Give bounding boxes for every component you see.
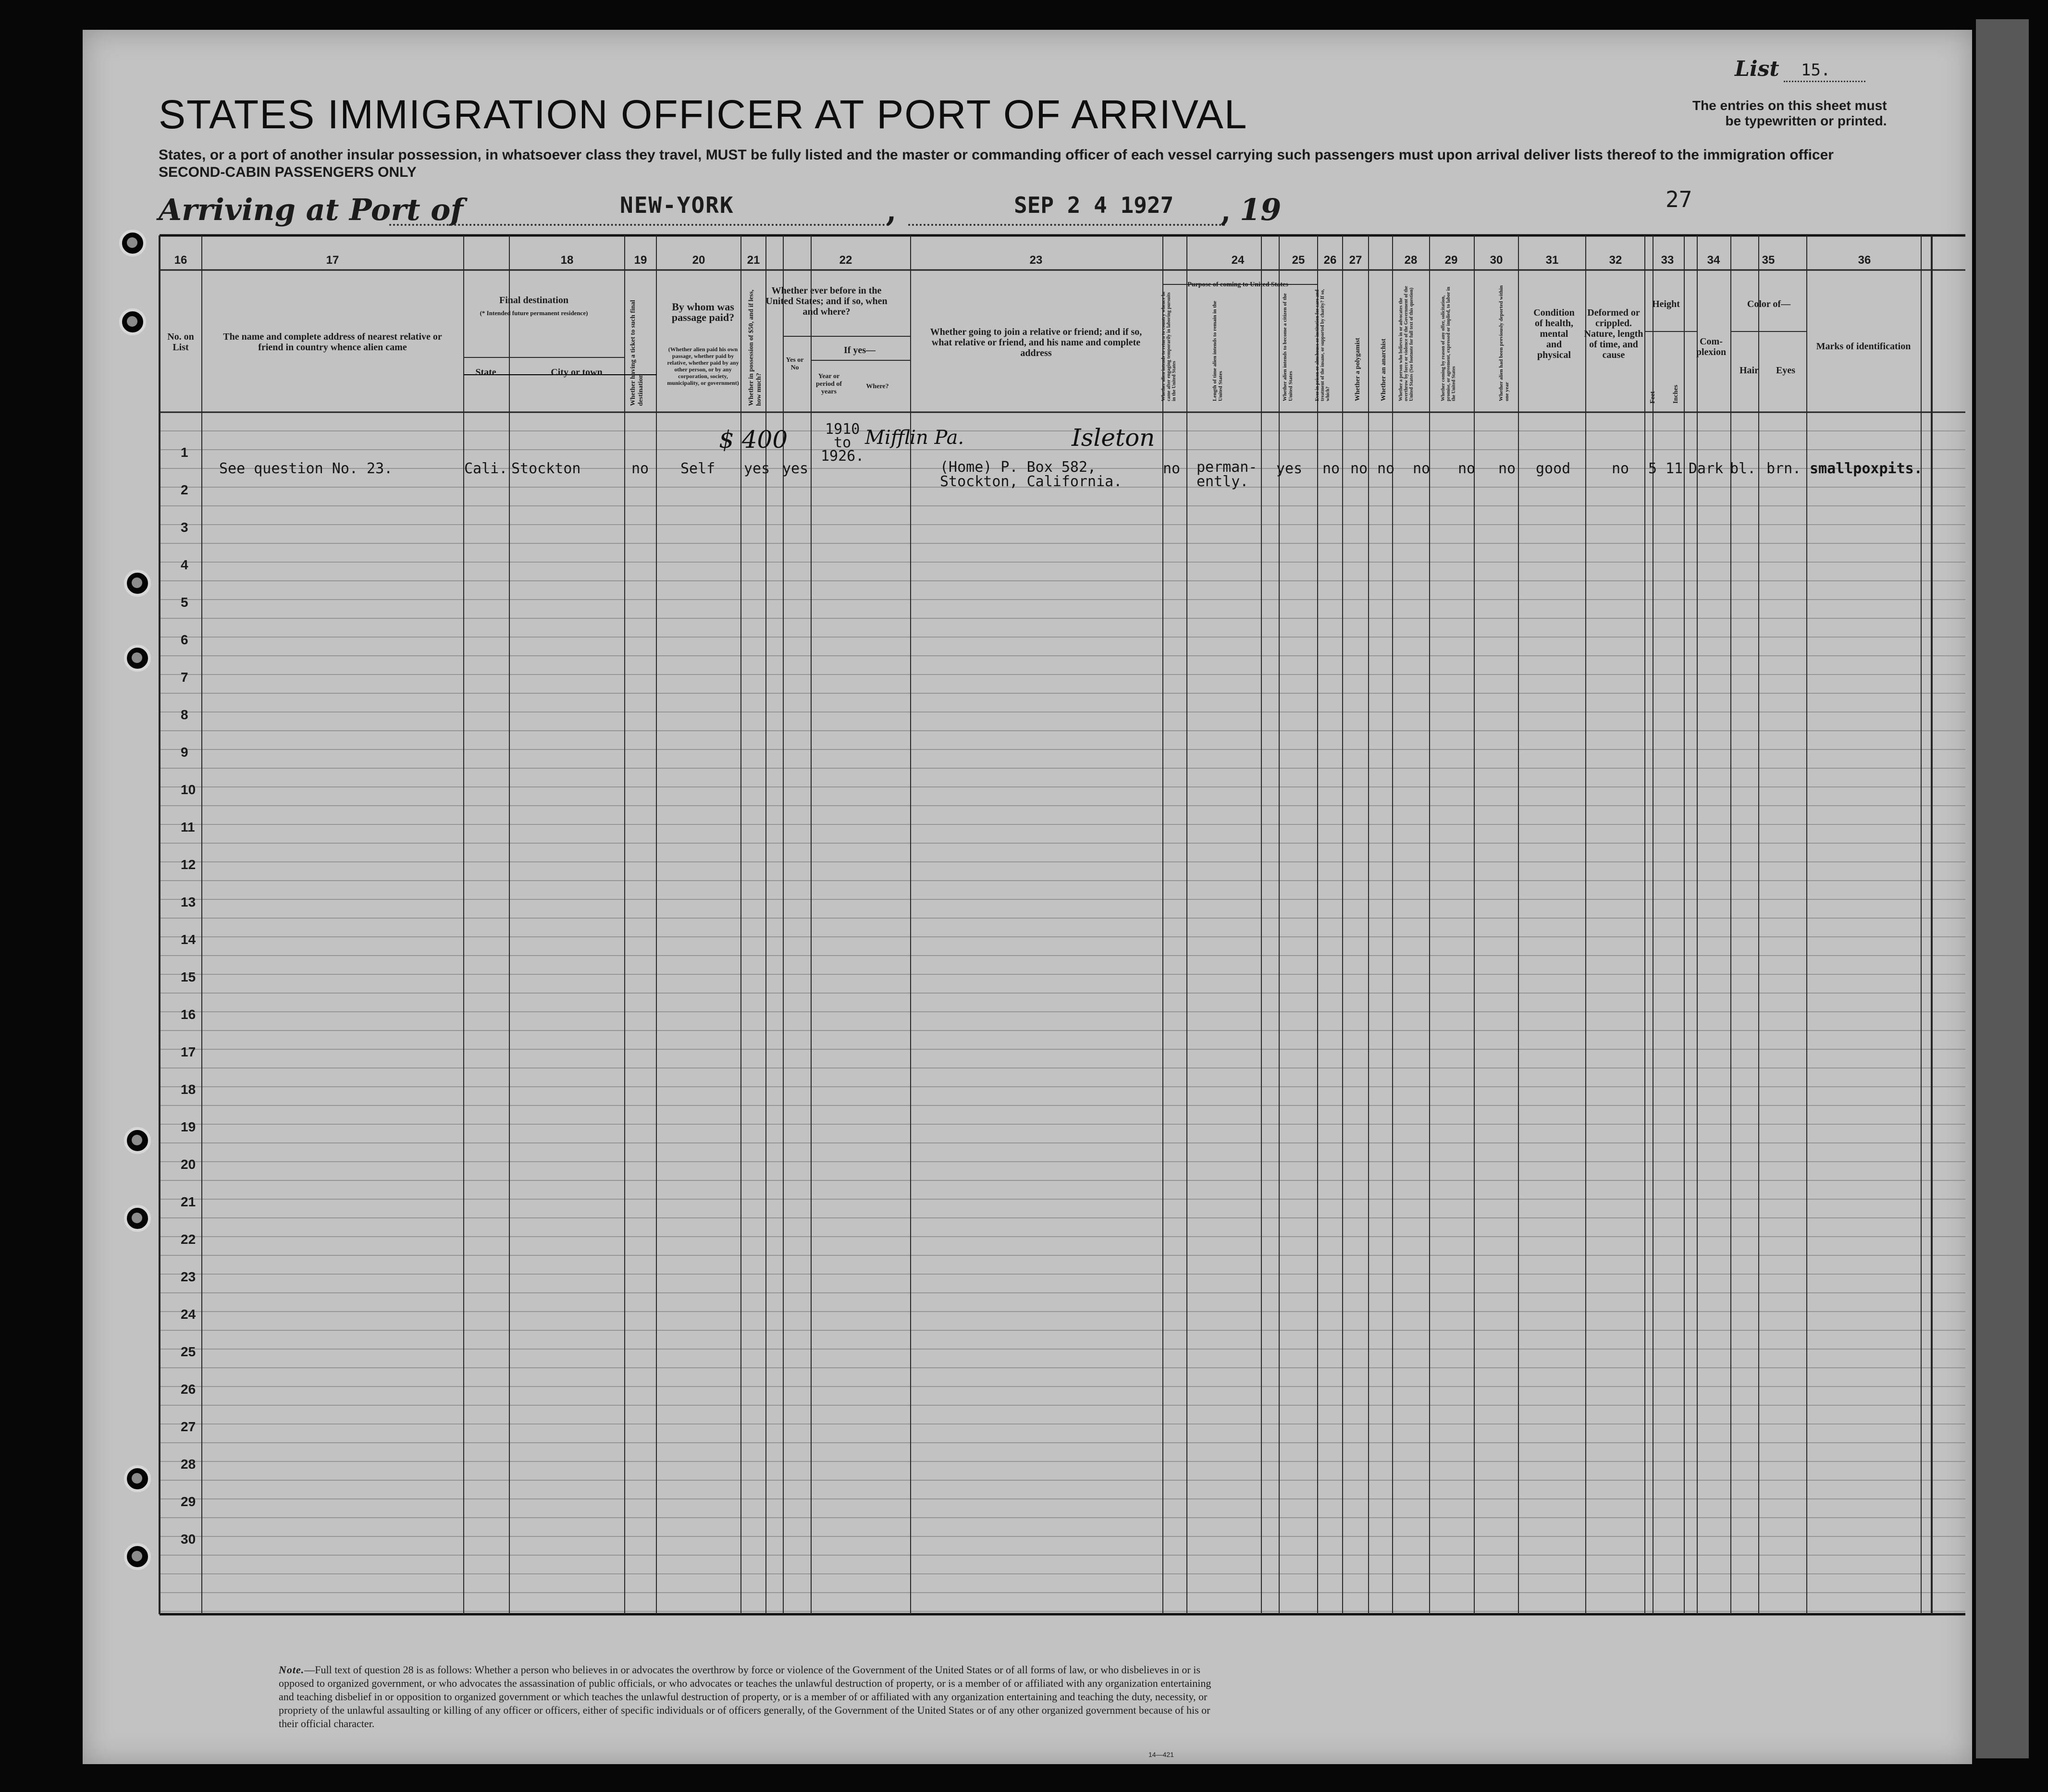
header-inches: Inches	[1672, 385, 1679, 404]
column-number-16: 16	[174, 254, 187, 267]
header-money: Whether in possession of $50, and if less, how much?	[748, 289, 763, 406]
entry-relative-address: See question No. 23.	[219, 460, 393, 477]
header-anarchist: Whether an anarchist	[1380, 338, 1387, 401]
entry-hair: bl.	[1730, 460, 1756, 477]
header-relative-address: The name and complete address of nearest relative or friend in country whence alien came	[223, 331, 442, 353]
header-marks: Marks of identification	[1816, 341, 1911, 352]
column-number-25: 25	[1292, 254, 1305, 267]
header-color: Color of—	[1747, 299, 1791, 309]
column-number-33: 33	[1661, 254, 1674, 267]
entry-join-relative: (Home) P. Box 582, Stockton, California.	[940, 459, 1123, 490]
column-number-18: 18	[560, 254, 574, 267]
list-value: 15.	[1801, 61, 1831, 80]
header-height: Height	[1652, 299, 1680, 309]
entry-length-stay: perman- ently.	[1197, 459, 1258, 490]
header-yes-no: Yes or No	[786, 356, 804, 371]
footnote-text: —Full text of question 28 is as follows: Whether a person who believes in or advocates the overthrow by force or violence of the Government of the United States or of all forms of law, or who disbelieves in or is opposed to organized government, or who advocates the assassination of public officials, or who advocates or teaches the unlawful destruction of property, or is a member of or affiliated with any organization entertaining and teaching disbelief in or opposition to organized government or which teaches the unlawful destruction of property, or is a member of or affiliated with any organization entertaining and teaching the duty, necessity, or propriety of the unlawful assaulting or killing of any officer or officers, either of specific individuals or of officers generally, of the Government of the United States or of any other organized government because of his or their official character.	[279, 1664, 1211, 1730]
column-number-35: 35	[1762, 254, 1775, 267]
header-before-in-us: Whether ever before in the United States; and if so, when and where?	[765, 285, 888, 317]
cabin-class: SECOND-CABIN PASSENGERS ONLY	[159, 164, 417, 180]
entry-marks: smallpoxpits.	[1810, 460, 1923, 477]
handwritten-where: Mifflin Pa.	[865, 427, 964, 449]
entry-eyes: brn.	[1766, 460, 1801, 477]
form-subtext: States, or a port of another insular possession, in whatsoever class they travel, MUST be fully listed and the master or commanding officer of each vessel carrying such passengers must upon arrival deliver lists thereof to the immigration officer	[159, 147, 1834, 163]
header-final-destination: Final destination	[499, 295, 568, 306]
arrival-date: SEP 2 4 1927	[1014, 192, 1174, 218]
arriving-label: Arriving at Port of	[159, 192, 464, 227]
column-number-17: 17	[326, 254, 339, 267]
column-number-30: 30	[1490, 254, 1503, 267]
entry-prison: no	[1322, 460, 1340, 477]
entry-before-in-us: yes	[782, 460, 809, 477]
entry-become-citizen: yes	[1276, 460, 1303, 477]
column-number-34: 34	[1707, 254, 1720, 267]
footnote	[279, 1663, 1221, 1731]
form-title: STATES IMMIGRATION OFFICER AT PORT OF ARRIVAL	[159, 92, 1248, 137]
column-number-27: 27	[1349, 254, 1362, 267]
port-value: NEW-YORK	[620, 192, 734, 218]
header-if-yes: If yes—	[843, 345, 876, 356]
header-final-destination-note: (* Intended future permanent residence)	[480, 309, 588, 317]
year-prefix: 19	[1240, 192, 1282, 227]
header-passage-note: (Whether alien paid his own passage, whether paid by relative, whether paid by any other person, or by any corporation, society, municipality, or government)	[667, 346, 739, 386]
comma: ,	[1221, 193, 1231, 228]
column-number-29: 29	[1444, 254, 1458, 267]
header-eyes: Eyes	[1776, 365, 1795, 376]
column-number-36: 36	[1858, 254, 1871, 267]
column-number-21: 21	[747, 254, 760, 267]
entry-labor-offer: no	[1458, 460, 1476, 477]
column-number-19: 19	[634, 254, 647, 267]
header-state: State	[475, 367, 496, 378]
entry-city: Stockton	[511, 460, 581, 477]
header-complexion: Com-plexion	[1696, 336, 1727, 357]
entry-purpose-return: no	[1163, 460, 1181, 477]
entry-complexion: Dark	[1689, 460, 1724, 477]
header-become-citizen: Whether alien intends to become a citizen of the United States	[1282, 293, 1294, 401]
header-purpose: Purpose of coming to United States	[1187, 281, 1288, 288]
column-number-20: 20	[692, 254, 705, 267]
header-feet: Feet	[1649, 391, 1656, 404]
header-no-on-list: No. on List	[167, 331, 194, 353]
column-number-24: 24	[1231, 254, 1245, 267]
header-purpose-return: Whether alien intends to return to country whence he came after engaging temporarily in laboring pursuits in the United States	[1161, 291, 1177, 401]
handwritten-money-amount: $ 400	[719, 426, 788, 454]
header-deported: Whether alien had been previously deported within one year	[1498, 285, 1510, 401]
header-join-relative: Whether going to join a relative or friend; and if so, what relative or friend, and his name and complete address	[930, 327, 1142, 358]
header-ticket: Whether having a ticket to such final destination	[629, 300, 644, 406]
handwritten-join-note: Isleton	[1072, 424, 1155, 452]
header-hair: Hair	[1740, 365, 1759, 376]
column-number-32: 32	[1609, 254, 1622, 267]
column-number-23: 23	[1029, 254, 1043, 267]
form-number: 14—421	[1148, 1751, 1174, 1758]
year-suffix: 27	[1666, 186, 1692, 212]
typewritten-instruction: The entries on this sheet must be typewritten or printed.	[1692, 98, 1887, 128]
entry-polygamist: no	[1350, 460, 1368, 477]
header-deformed: Deformed or crippled. Nature, length of time, and cause	[1584, 307, 1643, 360]
entry-money: yes	[744, 460, 770, 477]
header-prison: Ever in prison or almshouse or institution for care and treatment of the insane, or supported by charity? If so, which?	[1315, 289, 1331, 401]
header-years: Year or period of years	[815, 373, 842, 395]
header-health: Condition of health, mental and physical	[1533, 307, 1575, 360]
entry-ticket: no	[631, 460, 649, 477]
entry-passage-paid: Self	[680, 460, 716, 477]
list-label: List	[1735, 57, 1779, 81]
comma: ,	[886, 193, 897, 228]
entry-years: 1910 to 1926.	[821, 421, 864, 465]
header-length-stay: Length of time alien intends to remain in the United States	[1212, 301, 1223, 401]
header-labor-offer: Whether coming by reason of any offer, solicitation, promise, or agreement, expressed or implied, to labor in the United States	[1441, 286, 1456, 401]
entry-anarchist: no	[1377, 460, 1395, 477]
entry-state: Cali.	[464, 460, 508, 477]
column-number-22: 22	[839, 254, 852, 267]
entry-overthrow: no	[1413, 460, 1431, 477]
header-passage-paid: By whom was passage paid?	[671, 301, 735, 323]
column-number-31: 31	[1545, 254, 1559, 267]
footnote-label: Note.	[279, 1664, 305, 1676]
entry-inches: 11	[1666, 460, 1683, 477]
entry-feet: 5	[1648, 460, 1657, 477]
entry-deported: no	[1498, 460, 1516, 477]
entry-health: good	[1536, 460, 1571, 477]
header-polygamist: Whether a polygamist	[1354, 338, 1361, 401]
header-where: Where?	[866, 383, 889, 390]
header-city: City or town	[551, 367, 603, 378]
column-number-26: 26	[1323, 254, 1337, 267]
entry-deformed: no	[1612, 460, 1629, 477]
header-overthrow: Whether a person who believes in or advocates the overthrow by force or violence of the Government of the United States (See footnote for full text of this question)	[1398, 286, 1414, 401]
column-number-28: 28	[1404, 254, 1418, 267]
